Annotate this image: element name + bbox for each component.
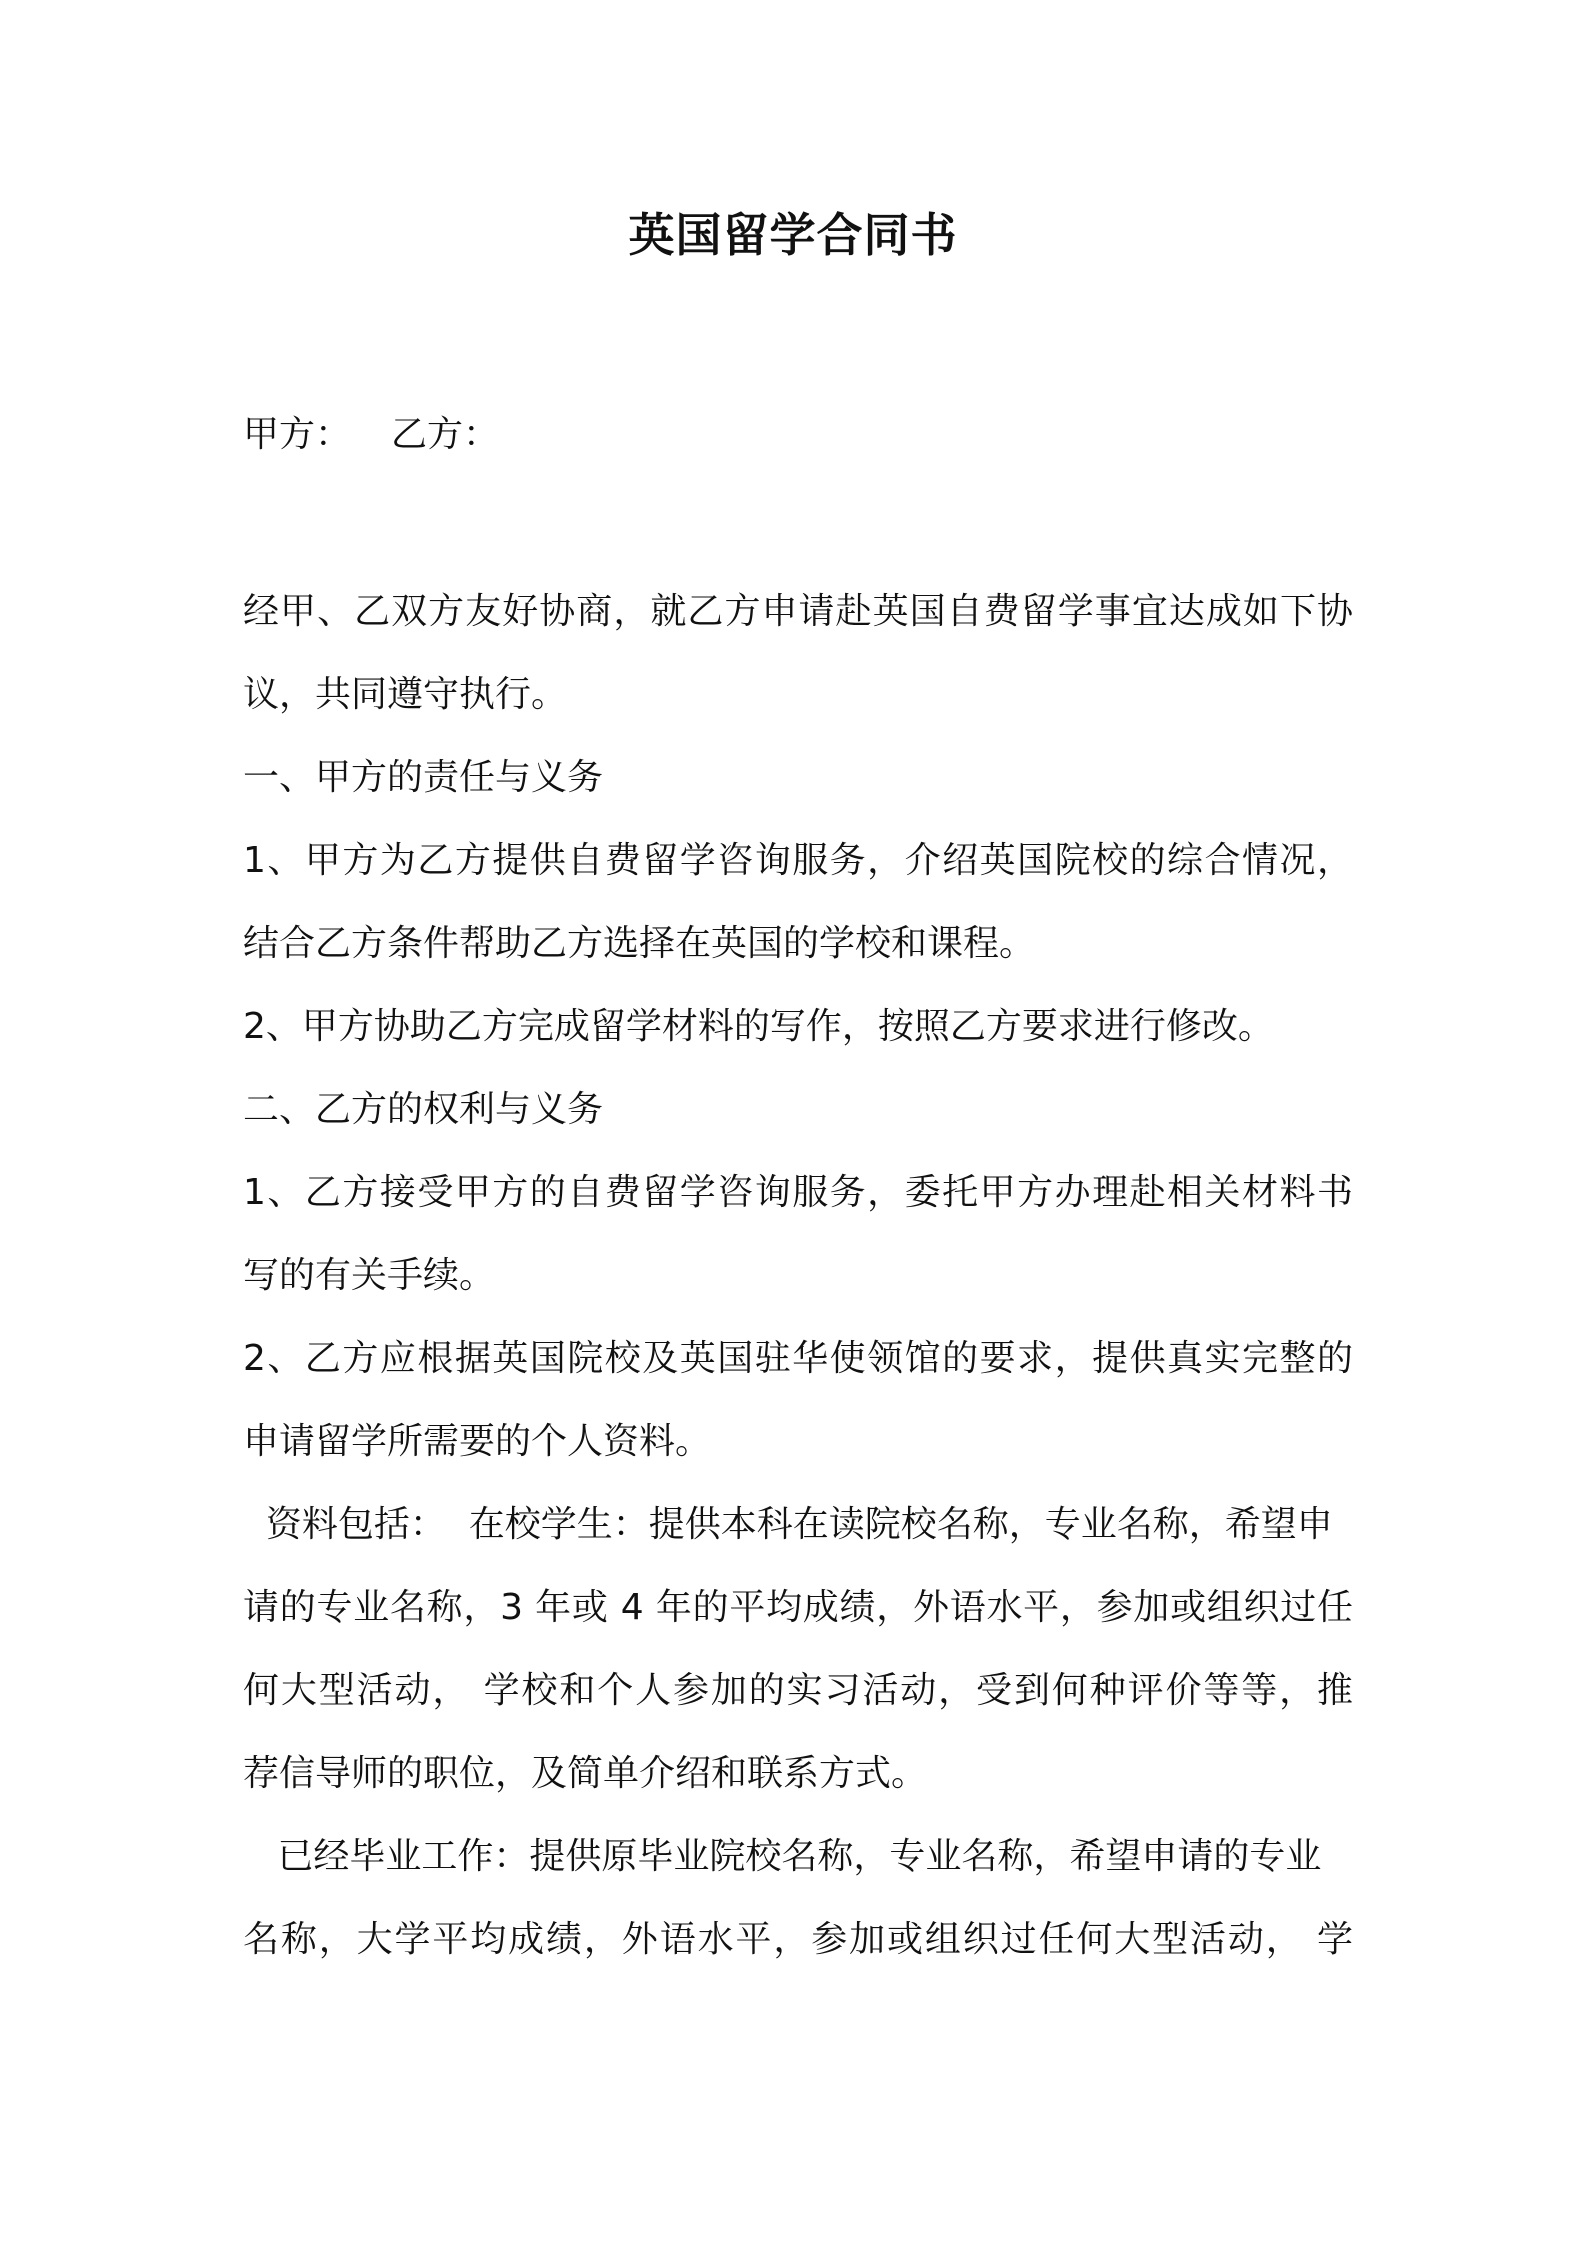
body-line: 经甲、乙双方友好协商，就乙方申请赴英国自费留学事宜达成如下协 <box>243 591 1353 632</box>
body-line: 结合乙方条件帮助乙方选择在英国的学校和课程。 <box>243 923 1036 964</box>
body-line: 何大型活动， 学校和个人参加的实习活动，受到何种评价等等，推 <box>243 1670 1353 1711</box>
section-heading: 一、甲方的责任与义务 <box>243 757 604 798</box>
party-b-label: 乙方： <box>391 414 500 455</box>
body-line: 2、乙方应根据英国院校及英国驻华使领馆的要求，提供真实完整的 <box>243 1338 1353 1379</box>
body-line: 写的有关手续。 <box>243 1255 496 1296</box>
document-title: 英国留学合同书 <box>628 208 958 262</box>
party-a-label: 甲方： <box>243 414 352 455</box>
body-line: 请的专业名称，3 年或 4 年的平均成绩，外语水平，参加或组织过任 <box>243 1587 1353 1628</box>
contract-body <box>243 570 1353 1981</box>
body-line: 名称，大学平均成绩，外语水平，参加或组织过任何大型活动， 学 <box>243 1919 1353 1960</box>
body-line: 申请留学所需要的个人资料。 <box>243 1421 712 1462</box>
body-line: 资料包括： 在校学生：提供本科在读院校名称，专业名称，希望申 <box>243 1504 1333 1545</box>
body-line: 1、甲方为乙方提供自费留学咨询服务，介绍英国院校的综合情况， <box>243 840 1353 881</box>
body-line: 1、乙方接受甲方的自费留学咨询服务，委托甲方办理赴相关材料书 <box>243 1172 1353 1213</box>
body-line: 已经毕业工作：提供原毕业院校名称，专业名称，希望申请的专业 <box>243 1836 1322 1877</box>
section-heading: 二、乙方的权利与义务 <box>243 1089 604 1130</box>
body-line: 荐信导师的职位，及简单介绍和联系方式。 <box>243 1753 928 1794</box>
body-line: 2、甲方协助乙方完成留学材料的写作，按照乙方要求进行修改。 <box>243 1006 1274 1047</box>
parties-line <box>243 412 499 459</box>
body-line: 议，共同遵守执行。 <box>243 674 568 715</box>
